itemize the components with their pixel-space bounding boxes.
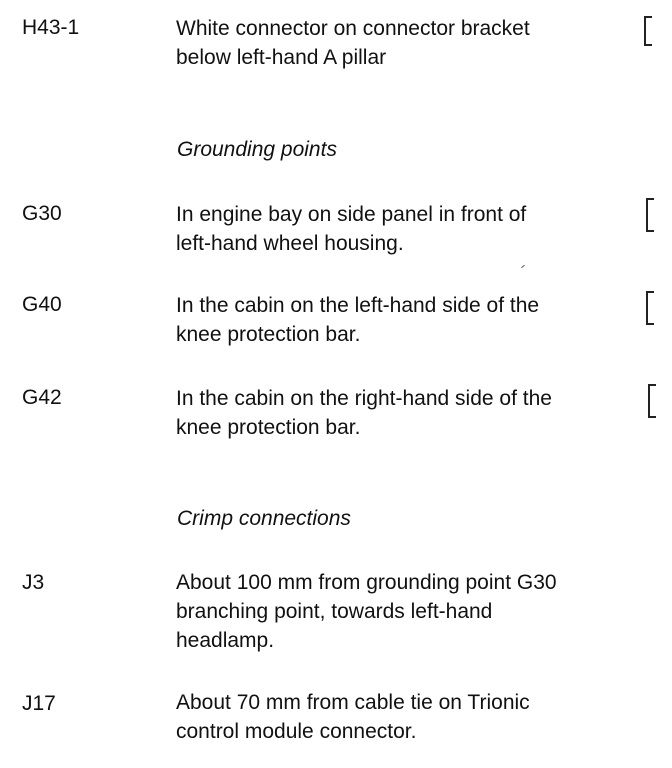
scan-mark (521, 265, 525, 268)
entry-code-g30: G30 (22, 202, 62, 225)
page-edge-bracket (648, 384, 656, 418)
entry-description-h43-1: White connector on connector bracket below left-hand A pillar (176, 17, 530, 69)
entry-description-g30: In engine bay on side panel in front of left-hand wheel housing. (176, 203, 527, 255)
section-heading-crimp-connections: Crimp connections (177, 507, 351, 530)
page-edge-bracket (646, 291, 654, 325)
entry-code-g42: G42 (22, 386, 62, 409)
entry-code-j17: J17 (22, 692, 56, 715)
section-heading-grounding-points: Grounding points (177, 138, 337, 161)
entry-description-g40: In the cabin on the left-hand side of the knee protection bar. (176, 294, 540, 346)
entry-code-h43-1: H43-1 (22, 16, 80, 39)
entry-code-g40: G40 (22, 293, 62, 316)
entry-description-j17: About 70 mm from cable tie on Trionic control module connector. (176, 691, 530, 743)
entry-code-j3: J3 (22, 571, 45, 594)
entry-description-j3: About 100 mm from grounding point G30 branching point, towards left-hand headlamp. (176, 571, 557, 652)
entry-description-g42: In the cabin on the right-hand side of the knee protection bar. (176, 387, 552, 439)
page-edge-bracket (644, 16, 652, 46)
page-edge-bracket (646, 198, 654, 232)
